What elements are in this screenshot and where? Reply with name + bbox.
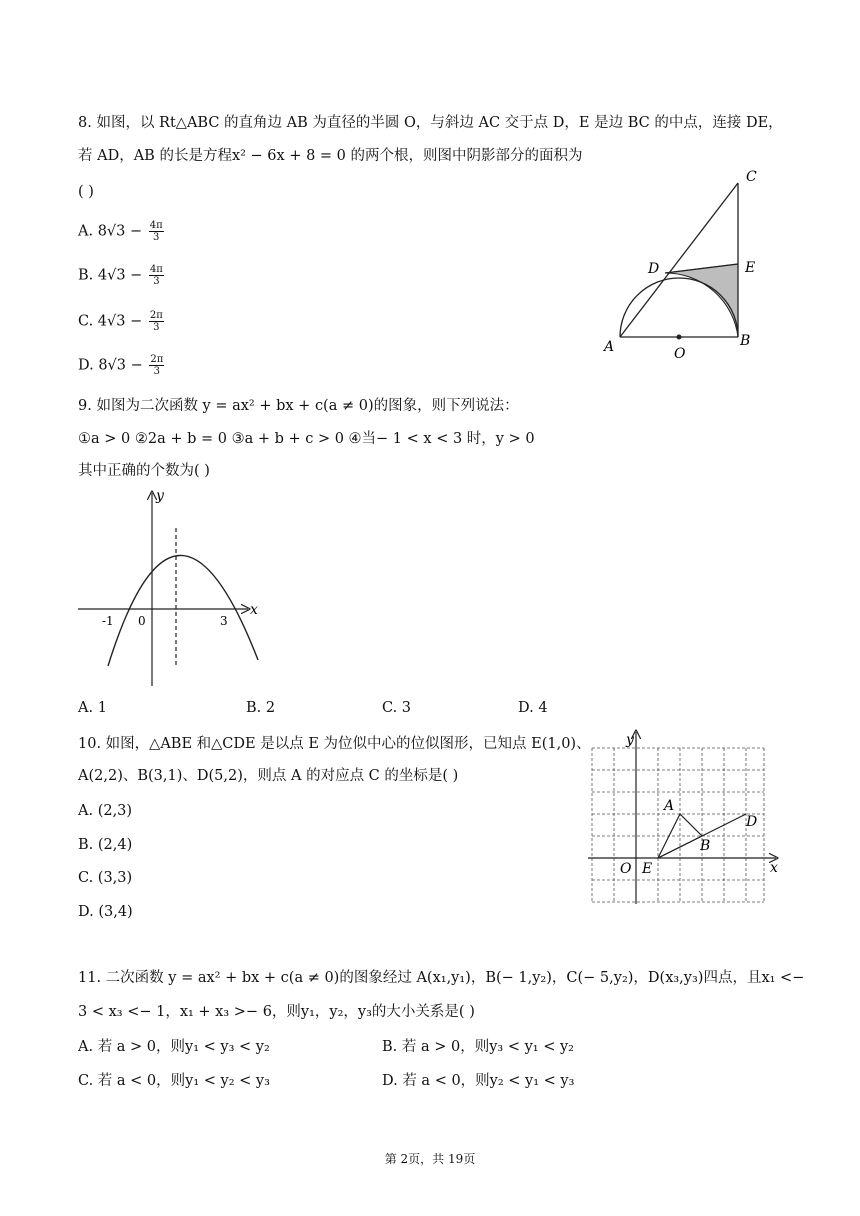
q11-option-a: A. 若 a > 0，则y₁ < y₃ < y₂ — [78, 1039, 270, 1055]
q8-stem-line2: 若 AD，AB 的长是方程x² − 6x + 8 = 0 的两个根，则图中阴影部分的面积为 — [78, 148, 583, 164]
q11-stem-line1: 11. 二次函数 y = ax² + bx + c(a ≠ 0)的图象经过 A(x₁,y₁)，B(− 1,y₂)，C(− 5,y₂)，D(x₃,y₃)四点，且x₁ <− — [78, 970, 805, 986]
q9-stem-line1: 9. 如图为二次函数 y = ax² + bx + c(a ≠ 0)的图象，则下列说法： — [78, 398, 519, 414]
q9-label-x: x — [250, 602, 258, 618]
q9-stem-line3: 其中正确的个数为( ) — [78, 463, 210, 479]
q8-option-b-den: 3 — [153, 276, 160, 287]
q8-option-a-fraction — [149, 220, 164, 243]
q8-option-c-num: 2π — [149, 310, 163, 321]
q8-option-c-text: C. 4√3 − — [78, 313, 143, 330]
q10-label-y: y — [626, 732, 634, 748]
q9-option-a: A. 1 — [78, 700, 107, 716]
q11-stem-line2: 3 < x₃ <− 1，x₁ + x₃ >− 6，则y₁，y₂，y₃的大小关系是( ) — [78, 1004, 475, 1020]
q9-label-neg1: -1 — [102, 614, 114, 628]
page-footer: 第 2页，共 19页 — [384, 1152, 476, 1166]
q10-label-b: B — [700, 838, 711, 854]
q8-option-d — [78, 354, 164, 377]
q8-option-b-text: B. 4√3 − — [78, 267, 143, 284]
q10-label-e: E — [642, 861, 653, 877]
q10-grid-figure — [584, 728, 784, 908]
q10-stem-line1: 10. 如图，△ABE 和△CDE 是以点 E 为位似中心的位似图形，已知点 E(1,0)、 — [78, 736, 591, 752]
q10-stem-line2: A(2,2)、B(3,1)、D(5,2)，则点 A 的对应点 C 的坐标是( ) — [78, 768, 459, 784]
q8-stem-line1: 8. 如图，以 Rt△ABC 的直角边 AB 为直径的半圆 O，与斜边 AC 交于点 D，E 是边 BC 的中点，连接 DE， — [78, 115, 783, 131]
q9-label-y: y — [156, 488, 164, 504]
q9-parabola-curve — [108, 555, 258, 666]
q8-option-c-fraction — [149, 310, 164, 333]
q11-option-d: D. 若 a < 0，则y₂ < y₁ < y₃ — [382, 1073, 575, 1089]
q10-label-x: x — [770, 860, 778, 876]
q8-center-o — [677, 335, 682, 340]
q9-option-b: B. 2 — [246, 700, 276, 716]
q8-option-a-num: 4π — [149, 220, 163, 231]
q8-label-a: A — [604, 339, 615, 355]
q9-label-three: 3 — [220, 614, 228, 628]
q8-option-b-num: 4π — [149, 264, 163, 275]
q8-option-c — [78, 310, 164, 333]
q10-option-a: A. (2,3) — [78, 803, 133, 819]
q10-option-c: C. (3,3) — [78, 870, 133, 886]
q9-label-zero: 0 — [138, 614, 146, 628]
q8-option-d-num: 2π — [150, 354, 164, 365]
q8-option-d-den: 3 — [153, 366, 161, 377]
q8-option-a-text: A. 8√3 − — [78, 223, 143, 240]
q11-option-c: C. 若 a < 0，则y₁ < y₂ < y₃ — [78, 1073, 270, 1089]
q8-label-d: D — [648, 261, 660, 277]
q10-option-d: D. (3,4) — [78, 904, 133, 920]
q10-label-o: O — [620, 861, 632, 877]
q8-option-d-fraction — [149, 354, 164, 377]
q8-label-c: C — [746, 169, 757, 185]
q10-grid — [592, 748, 764, 902]
q10-label-d: D — [746, 814, 758, 830]
q8-option-b-fraction — [149, 264, 164, 287]
q8-option-c-den: 3 — [153, 322, 160, 333]
q8-option-a-den: 3 — [153, 232, 160, 243]
q8-shaded-region — [665, 264, 738, 337]
q8-option-b — [78, 264, 164, 287]
q8-answer-paren: ( ) — [78, 184, 94, 200]
q11-option-b: B. 若 a > 0，则y₃ < y₁ < y₂ — [382, 1039, 574, 1055]
q9-parabola-figure — [76, 488, 276, 693]
q10-option-b: B. (2,4) — [78, 837, 133, 853]
q9-option-c: C. 3 — [382, 700, 412, 716]
q8-option-d-text: D. 8√3 − — [78, 357, 143, 374]
q10-label-a: A — [664, 798, 675, 814]
q9-option-d: D. 4 — [518, 700, 548, 716]
q8-figure — [590, 165, 770, 365]
q9-stem-line2: ①a > 0 ②2a + b = 0 ③a + b + c > 0 ④当− 1 < x < 3 时，y > 0 — [78, 431, 535, 447]
q8-label-e: E — [745, 260, 756, 276]
q8-label-b: B — [740, 333, 751, 349]
q8-side-ac — [620, 183, 738, 337]
q8-option-a — [78, 220, 164, 243]
q8-label-o: O — [674, 346, 686, 362]
